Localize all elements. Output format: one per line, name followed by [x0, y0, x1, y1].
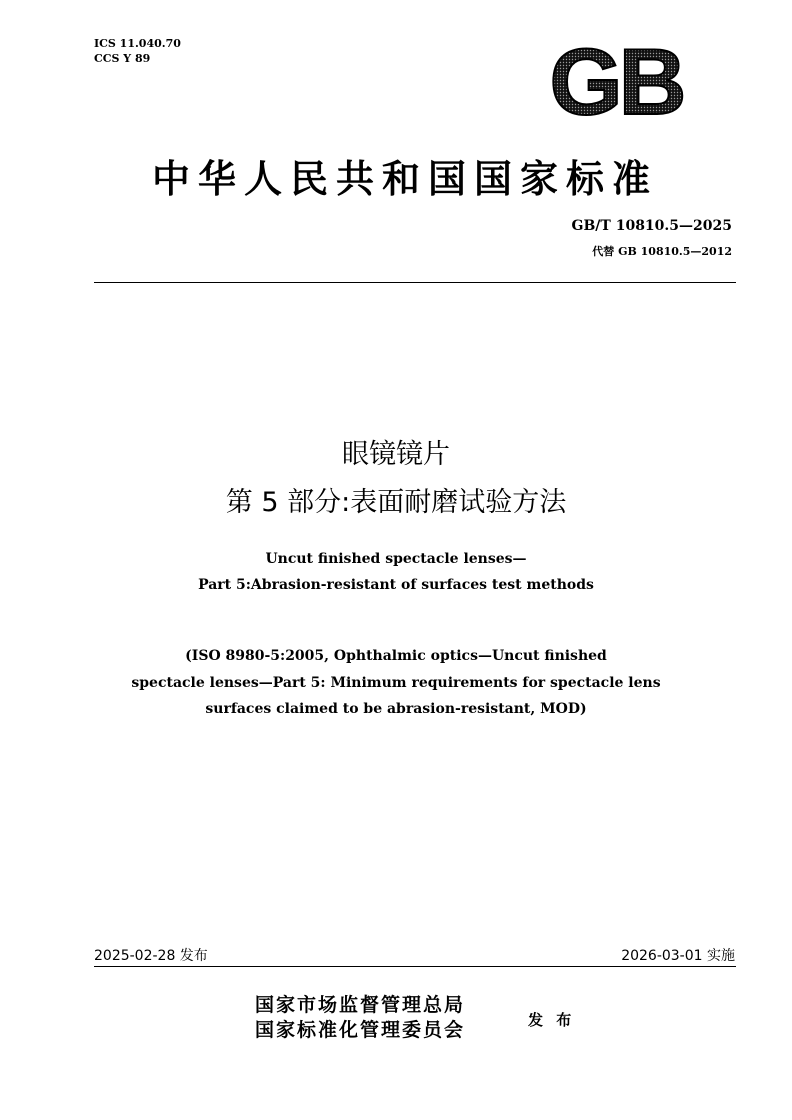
footer-divider [94, 966, 736, 967]
ics-code: ICS 11.040.70 [94, 37, 181, 50]
cn-title-line1: 眼镜镜片 [342, 439, 450, 470]
gb-logo-text: GB [549, 40, 683, 120]
ccs-code: CCS Y 89 [94, 52, 151, 65]
standard-number: GB/T 10810.5—2025 [571, 218, 732, 234]
issuer-line2: 国家标准化管理委员会 [255, 1019, 466, 1041]
issue-date: 2025-02-28 发布 [94, 948, 208, 964]
en-title-line2: Part 5:Abrasion-resistant of surfaces test methods [198, 577, 594, 593]
iso-reference-line1: (ISO 8980-5:2005, Ophthalmic optics—Uncut finished [185, 648, 607, 664]
replaces-standard: 代替 GB 10810.5—2012 [592, 245, 732, 258]
publish-label: 发 布 [528, 1011, 576, 1029]
en-title-line1: Uncut finished spectacle lenses— [265, 551, 527, 567]
gb-logo [538, 40, 694, 120]
header-divider [94, 282, 736, 283]
issuer-line1: 国家市场监督管理总局 [255, 994, 466, 1016]
cn-title-line2: 第 5 部分:表面耐磨试验方法 [225, 487, 567, 518]
national-standard-title: 中华人民共和国国家标准 [151, 156, 658, 201]
implementation-date: 2026-03-01 实施 [621, 948, 735, 964]
iso-reference-line3: surfaces claimed to be abrasion-resistant, MOD) [205, 701, 587, 717]
classification-codes [94, 36, 181, 66]
gb-logo-icon [538, 40, 694, 120]
iso-reference-line2: spectacle lenses—Part 5: Minimum requirements for spectacle lens [131, 675, 661, 691]
